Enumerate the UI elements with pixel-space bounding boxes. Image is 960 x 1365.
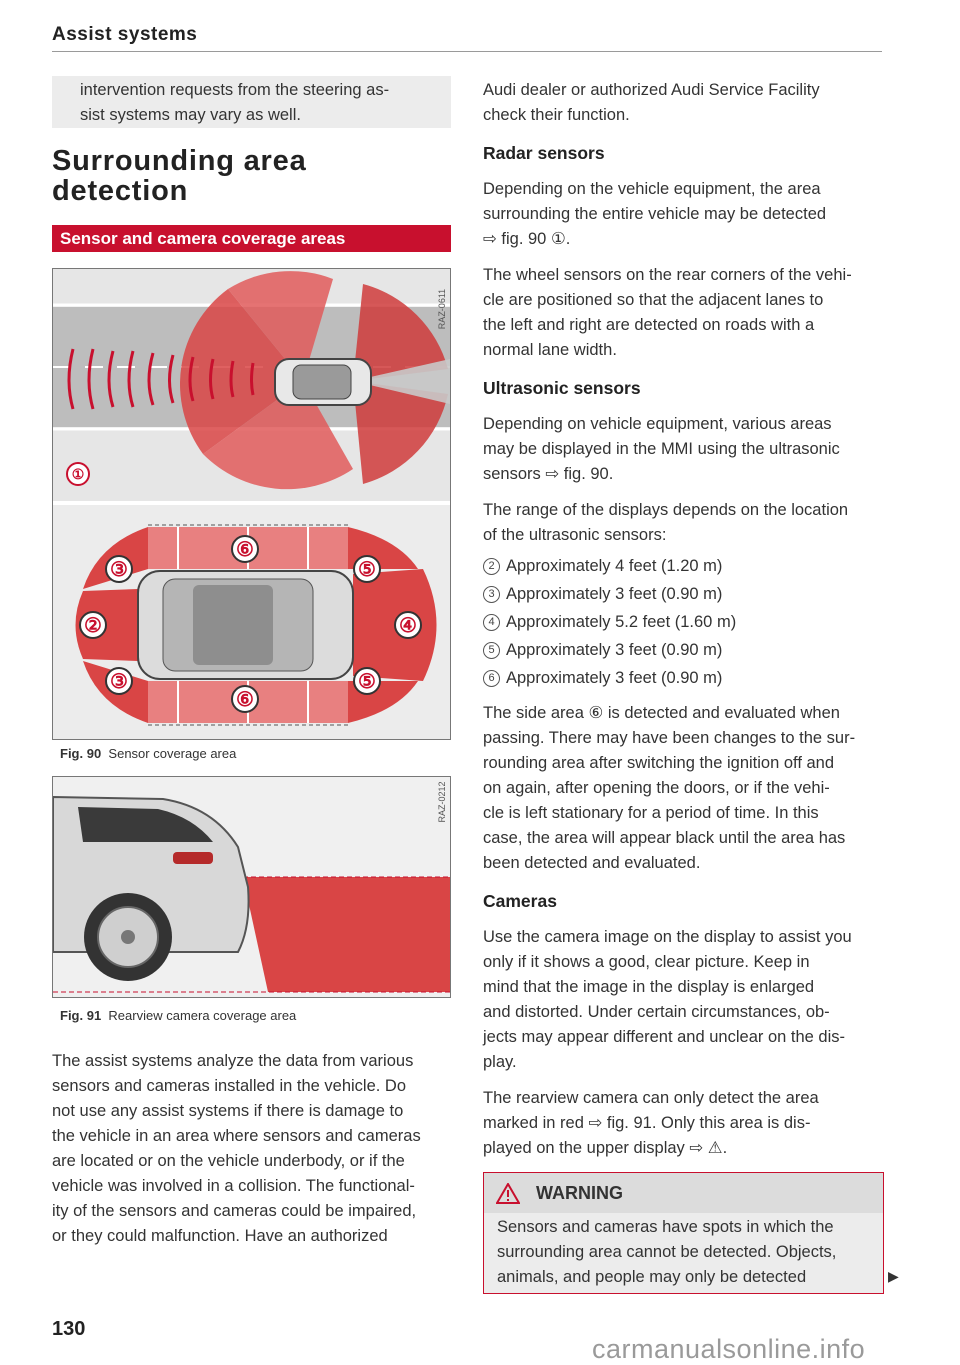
cameras-p1-line-3: mind that the image in the display is enlarged: [483, 978, 815, 996]
marker-5-bottom-label: ⑤: [358, 671, 376, 693]
fig91-caption-number: Fig. 91: [60, 1008, 102, 1023]
range-text-4: Approximately 5.2 feet (1.60 m): [506, 613, 737, 631]
intro-line-1: intervention requests from the steering as-: [80, 81, 390, 99]
range-num-3: 3: [483, 586, 500, 603]
cameras-p1-line-4: and distorted. Under certain circumstances, ob-: [483, 1003, 830, 1021]
range-item-2: [483, 552, 736, 580]
side-area-line-2: passing. There may have been changes to the sur-: [483, 729, 856, 747]
side-area-line-7: been detected and evaluated.: [483, 854, 701, 872]
fig91-caption: [60, 1008, 296, 1023]
page-heading-line-2: detection: [52, 175, 189, 207]
cameras-paragraph-2: [483, 1086, 819, 1161]
range-num-2: 2: [483, 558, 500, 575]
ultrasonic-p1-line-3: sensors ⇨ fig. 90.: [483, 465, 614, 483]
cameras-p1-line-6: play.: [483, 1053, 517, 1071]
marker-6-bottom-label: ⑥: [236, 689, 254, 711]
range-item-4: [483, 608, 736, 636]
left-body-line-8: or they could malfunction. Have an authorized: [52, 1227, 388, 1245]
range-text-6: Approximately 3 feet (0.90 m): [506, 669, 723, 687]
ultrasonic-heading: Ultrasonic sensors: [483, 378, 641, 398]
cameras-paragraph-1: [483, 925, 852, 1075]
page-number: 130: [52, 1318, 86, 1340]
marker-3-bottom-label: ③: [110, 671, 128, 693]
ultrasonic-p2-line-2: of the ultrasonic sensors:: [483, 526, 667, 544]
fig91-id-tag: RAZ-0212: [437, 781, 447, 823]
left-body-line-1: The assist systems analyze the data from various: [52, 1052, 414, 1070]
section-bar: Sensor and camera coverage areas: [52, 225, 451, 252]
cameras-p2-line-2: marked in red ⇨ fig. 91. Only this area is dis-: [483, 1114, 811, 1132]
radar-heading: Radar sensors: [483, 143, 605, 163]
radar-p1-line-2: surrounding the entire vehicle may be detected: [483, 205, 827, 223]
page-heading-line-1: Surrounding area: [52, 145, 307, 177]
side-area-line-5: cle is left stationary for a period of time. In this: [483, 804, 819, 822]
range-num-5: 5: [483, 642, 500, 659]
section-header: Assist systems: [52, 24, 198, 45]
left-body-line-3: not use any assist systems if there is damage to: [52, 1102, 404, 1120]
range-item-5: [483, 636, 736, 664]
side-area-line-4: on again, after opening the doors, or if the vehi-: [483, 779, 830, 797]
left-body-line-4: the vehicle in an area where sensors and cameras: [52, 1127, 421, 1145]
watermark: carmanualsonline.info: [592, 1334, 866, 1364]
radar-p1-line-1: Depending on the vehicle equipment, the area: [483, 180, 821, 198]
ultrasonic-p2-line-1: The range of the displays depends on the location: [483, 501, 849, 519]
warning-text: [497, 1215, 836, 1290]
fig91-caption-text: Rearview camera coverage area: [108, 1008, 297, 1023]
radar-p2-line-1: The wheel sensors on the rear corners of the vehi-: [483, 266, 852, 284]
ultrasonic-paragraph-2: [483, 498, 848, 548]
right-intro-line-2: check their function.: [483, 106, 630, 124]
marker-4-label: ④: [399, 615, 417, 637]
range-item-3: [483, 580, 736, 608]
marker-2-label: ②: [84, 615, 102, 637]
warning-triangle-icon: [496, 1183, 520, 1204]
cameras-p2-line-1: The rearview camera can only detect the area: [483, 1089, 819, 1107]
side-area-line-3: rounding area after switching the ignition off and: [483, 754, 835, 772]
warning-title: WARNING: [536, 1183, 623, 1203]
range-text-5: Approximately 3 feet (0.90 m): [506, 641, 723, 659]
radar-p2-line-4: normal lane width.: [483, 341, 617, 359]
left-body-line-5: are located or on the vehicle underbody, or if the: [52, 1152, 405, 1170]
intro-line-2: sist systems may vary as well.: [80, 106, 301, 124]
header-divider: [52, 51, 882, 52]
radar-paragraph-1: [483, 177, 826, 252]
radar-p2-line-2: cle are positioned so that the adjacent lanes to: [483, 291, 824, 309]
fig90-id-tag: RAZ-0611: [437, 288, 447, 330]
warning-header: [484, 1173, 883, 1213]
left-body-line-2: sensors and cameras installed in the vehicle. Do: [52, 1077, 407, 1095]
radar-p2-line-3: the left and right are detected on roads with a: [483, 316, 815, 334]
cameras-p1-line-2: only if it shows a good, clear picture. Keep in: [483, 953, 810, 971]
page-heading: [52, 146, 307, 206]
range-item-6: [483, 664, 736, 692]
ultrasonic-p1-line-2: may be displayed in the MMI using the ultrasonic: [483, 440, 840, 458]
side-area-line-6: case, the area will appear black until the area has: [483, 829, 846, 847]
camera-coverage-zone: [243, 877, 450, 992]
range-list: [483, 552, 736, 692]
range-text-2: Approximately 4 feet (1.20 m): [506, 557, 723, 575]
radar-paragraph-2: [483, 263, 852, 363]
marker-5-top-label: ⑤: [358, 559, 376, 581]
range-num-6: 6: [483, 670, 500, 687]
warning-line-3: animals, and people may only be detected: [497, 1268, 807, 1286]
fig90-caption-text: Sensor coverage area: [108, 746, 237, 761]
marker-3-top-label: ③: [110, 559, 128, 581]
cameras-heading: Cameras: [483, 891, 557, 911]
fig90-caption-number: Fig. 90: [60, 746, 102, 761]
fig91-illustration: [53, 777, 450, 997]
figure-90: [52, 268, 451, 740]
left-body-paragraph: [52, 1049, 421, 1249]
right-intro-paragraph: [483, 78, 820, 128]
figure-91: [52, 776, 451, 998]
range-text-3: Approximately 3 feet (0.90 m): [506, 585, 723, 603]
left-body-line-6: vehicle was involved in a collision. The functional-: [52, 1177, 415, 1195]
cameras-p1-line-5: jects may appear different and unclear on the dis-: [483, 1028, 845, 1046]
warning-line-1: Sensors and cameras have spots in which the: [497, 1218, 834, 1236]
fig90-illustration: [53, 269, 450, 739]
fig90-caption: [60, 746, 236, 761]
cameras-p2-line-3: played on the upper display ⇨ ⚠.: [483, 1139, 728, 1157]
range-num-4: 4: [483, 614, 500, 631]
marker-6-top-label: ⑥: [236, 539, 254, 561]
marker-1-label: ①: [71, 466, 85, 482]
continue-arrow-icon: ▶: [888, 1268, 899, 1284]
right-intro-line-1: Audi dealer or authorized Audi Service Facility: [483, 81, 820, 99]
side-area-line-1: The side area ⑥ is detected and evaluated when: [483, 704, 840, 722]
left-body-line-7: ity of the sensors and cameras could be impaired,: [52, 1202, 417, 1220]
ultrasonic-paragraph-1: [483, 412, 840, 487]
side-area-paragraph: [483, 701, 855, 876]
warning-box: [483, 1172, 884, 1294]
radar-p1-ref: ⇨ fig. 90 ①.: [483, 230, 571, 248]
ultrasonic-p1-line-1: Depending on vehicle equipment, various areas: [483, 415, 832, 433]
warning-line-2: surrounding area cannot be detected. Objects,: [497, 1243, 837, 1261]
cameras-p1-line-1: Use the camera image on the display to assist you: [483, 928, 852, 946]
